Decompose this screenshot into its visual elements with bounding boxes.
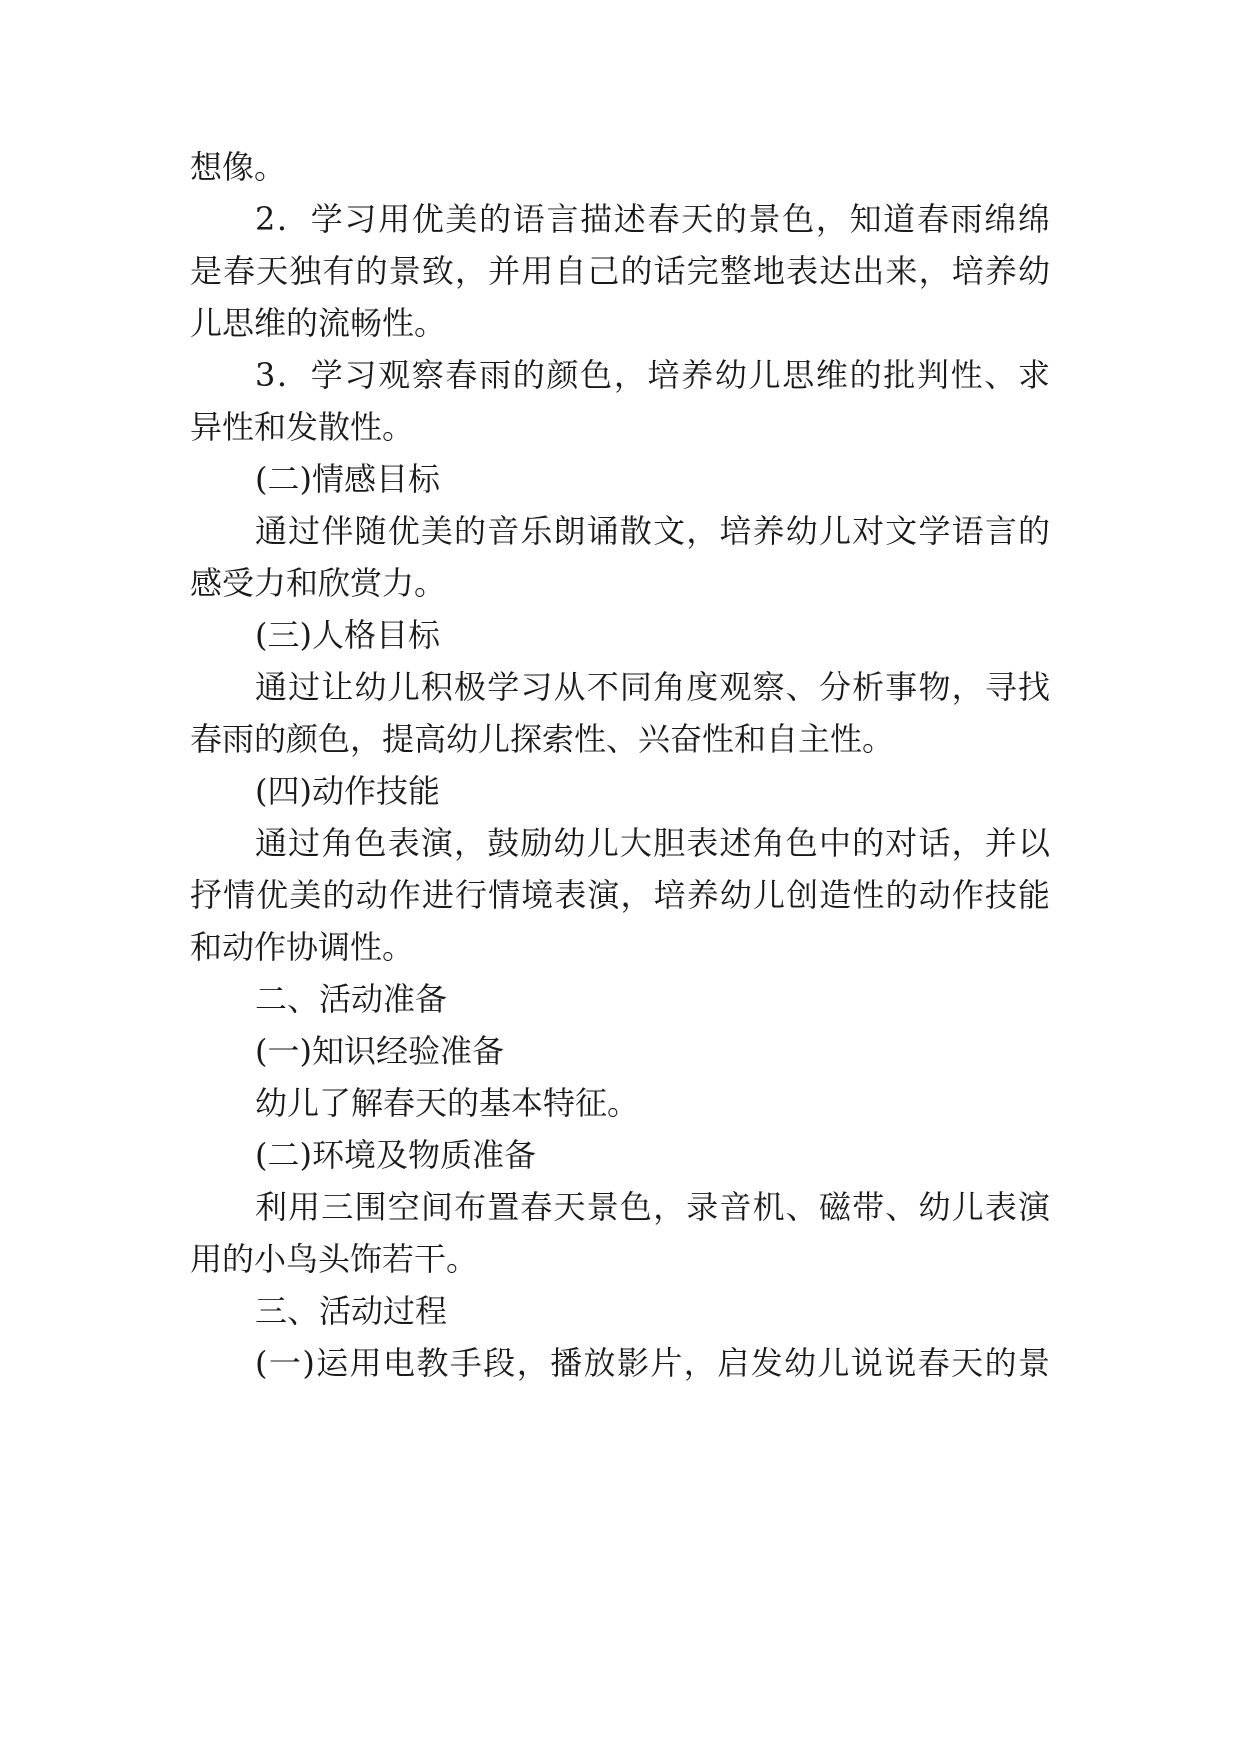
text-line: (一)运用电教手段，播放影片，启发幼儿说说春天的景 — [255, 1344, 1050, 1382]
text-line: 通过让幼儿积极学习从不同角度观察、分析事物，寻找 — [255, 668, 1050, 706]
text-line: 抒情优美的动作进行情境表演，培养幼儿创造性的动作技能 — [190, 876, 1050, 914]
text-line: 春雨的颜色，提高幼儿探索性、兴奋性和自主性。 — [190, 720, 895, 758]
text-line: 儿思维的流畅性。 — [190, 304, 447, 342]
text-line: 想像。 — [190, 148, 287, 186]
text-line: 感受力和欣赏力。 — [190, 564, 447, 602]
section-heading: (三)人格目标 — [255, 616, 440, 654]
text-line: 利用三围空间布置春天景色，录音机、磁带、幼儿表演 — [255, 1188, 1050, 1226]
text-line: 是春天独有的景致，并用自己的话完整地表达出来，培养幼 — [190, 252, 1050, 290]
text-line: 幼儿了解春天的基本特征。 — [255, 1084, 640, 1122]
text-line: 3．学习观察春雨的颜色，培养幼儿思维的批判性、求 — [255, 356, 1050, 394]
text-line: 通过伴随优美的音乐朗诵散文，培养幼儿对文学语言的 — [255, 512, 1050, 550]
section-heading: (四)动作技能 — [255, 772, 440, 810]
section-heading: (一)知识经验准备 — [255, 1032, 504, 1070]
text-line: 通过角色表演，鼓励幼儿大胆表述角色中的对话，并以 — [255, 824, 1050, 862]
text-line: 2．学习用优美的语言描述春天的景色，知道春雨绵绵 — [255, 200, 1050, 238]
section-heading: (二)情感目标 — [255, 460, 440, 498]
section-heading: 三、活动过程 — [255, 1292, 448, 1330]
text-line: 和动作协调性。 — [190, 928, 415, 966]
text-line: 用的小鸟头饰若干。 — [190, 1240, 479, 1278]
section-heading: (二)环境及物质准备 — [255, 1136, 536, 1174]
section-heading: 二、活动准备 — [255, 980, 448, 1018]
text-line: 异性和发散性。 — [190, 408, 415, 446]
